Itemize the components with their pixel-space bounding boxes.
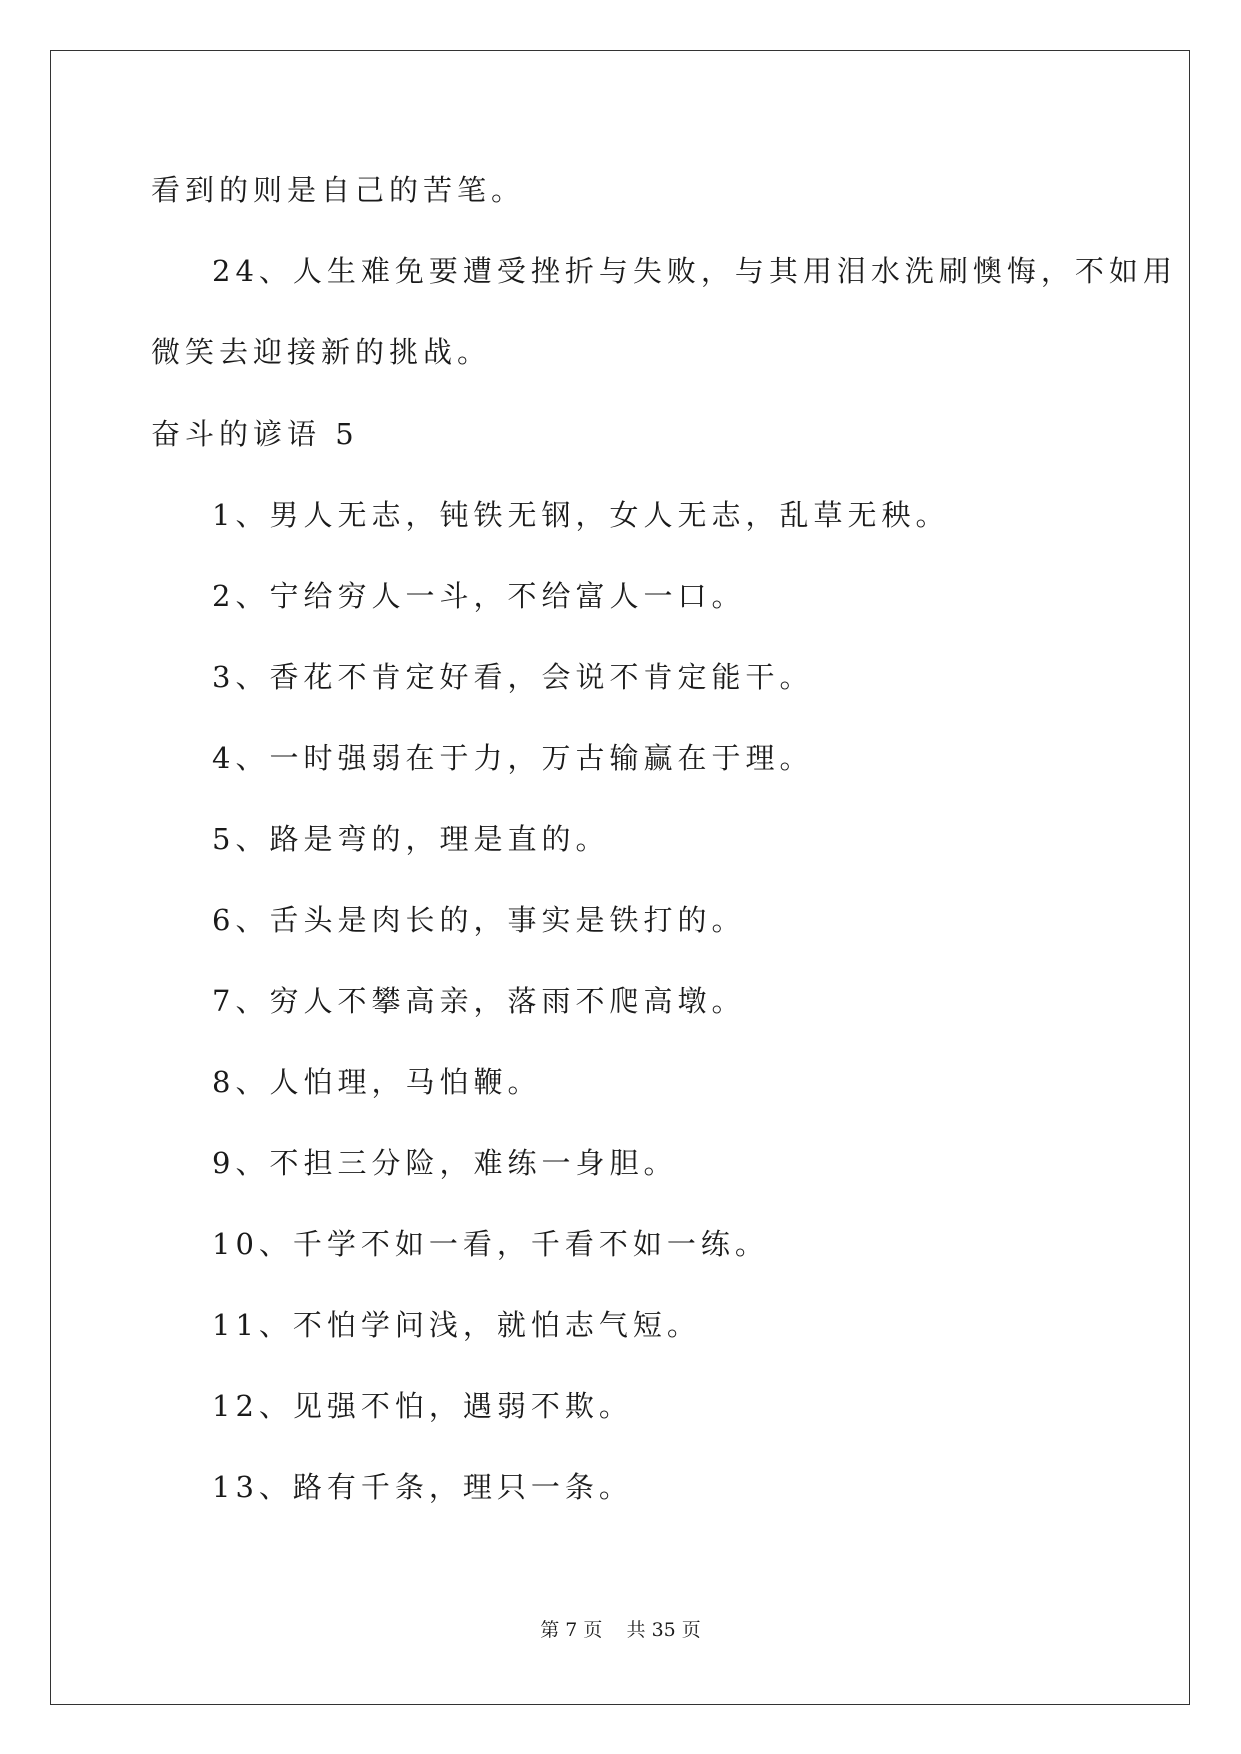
proverb-item: 10、千学不如一看，千看不如一练。 xyxy=(212,1227,769,1261)
proverb-item: 5、路是弯的，理是直的。 xyxy=(212,822,610,856)
proverb-item: 8、人怕理，马怕鞭。 xyxy=(212,1065,542,1099)
proverb-item: 13、路有千条，理只一条。 xyxy=(212,1470,633,1504)
proverb-24-line-2: 微笑去迎接新的挑战。 xyxy=(151,335,492,369)
paragraph-continuation: 看到的则是自己的苦笔。 xyxy=(151,173,526,207)
proverb-item: 9、不担三分险，难练一身胆。 xyxy=(212,1146,678,1180)
proverb-item: 2、宁给穷人一斗，不给富人一口。 xyxy=(212,579,746,613)
proverb-item: 1、男人无志，钝铁无钢，女人无志，乱草无秧。 xyxy=(212,498,950,532)
proverb-item: 12、见强不怕，遇弱不欺。 xyxy=(212,1389,633,1423)
proverb-item: 3、香花不肯定好看，会说不肯定能干。 xyxy=(212,660,814,694)
page-footer: 第 7 页 共 35 页 xyxy=(540,1619,701,1641)
proverb-item: 11、不怕学问浅，就怕志气短。 xyxy=(212,1308,701,1342)
proverb-item: 7、穷人不攀高亲，落雨不爬高墩。 xyxy=(212,984,746,1018)
section-heading: 奋斗的谚语 5 xyxy=(151,417,359,451)
proverb-24-line-1: 24、人生难免要遭受挫折与失败，与其用泪水洗刷懊悔，不如用 xyxy=(212,254,1177,288)
proverb-item: 6、舌头是肉长的，事实是铁打的。 xyxy=(212,903,746,937)
proverb-item: 4、一时强弱在于力，万古输赢在于理。 xyxy=(212,741,814,775)
page-frame xyxy=(50,50,1190,1705)
